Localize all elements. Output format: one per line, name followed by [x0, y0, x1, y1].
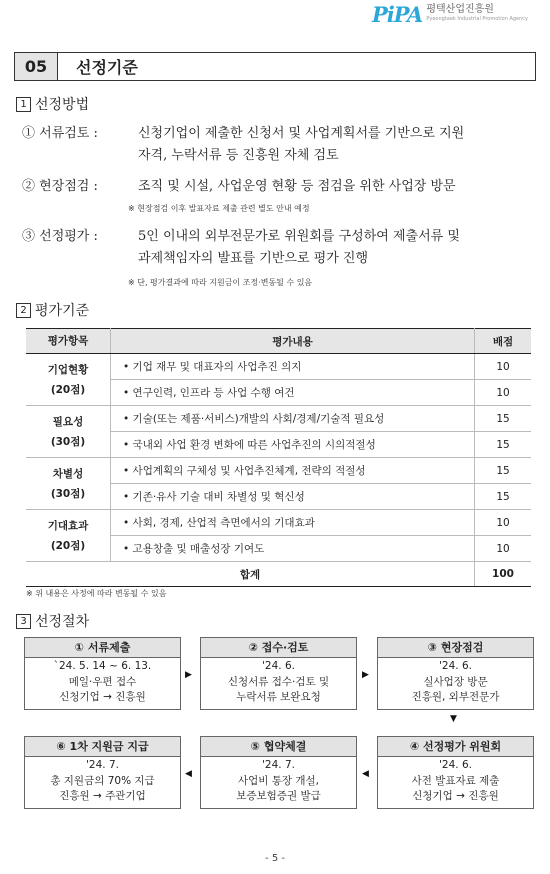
score-cell: 15 [475, 484, 532, 510]
arrow-left-icon: ◀ [362, 769, 369, 779]
step-date: '24. 7. [86, 759, 119, 771]
criteria-heading [16, 300, 89, 320]
step-title: ⑤ 협약체결 [201, 737, 356, 757]
content-cell: • 고용창출 및 매출성장 기여도 [111, 536, 475, 562]
category-cell: 필요성 (30점) [26, 406, 111, 458]
arrow-right-icon: ▶ [362, 670, 369, 680]
table-row [26, 354, 531, 380]
logo [372, 4, 528, 26]
section-title: 선정기준 [76, 58, 138, 77]
score-cell: 15 [475, 406, 532, 432]
step-desc-line: 신청서류 접수·검토 및 [227, 676, 330, 688]
table-row [26, 458, 531, 484]
category-cell: 차별성 (30점) [26, 458, 111, 510]
step-title: ④ 선정평가 위원회 [378, 737, 533, 757]
logo-name: 평택산업진흥원 [426, 4, 494, 15]
step-site-inspection [377, 637, 534, 710]
method-item-line: 과제책임자의 발표를 기반으로 평가 진행 [138, 251, 369, 266]
section-number: 05 [15, 53, 58, 80]
table-header-row [26, 329, 531, 354]
step-receipt-review [200, 637, 357, 710]
category-cell: 기대효과 (20점) [26, 510, 111, 562]
arrow-right-icon: ▶ [185, 670, 192, 680]
method-item-line: 조직 및 시설, 사업운영 현황 등 점검을 위한 사업장 방문 [138, 179, 456, 194]
step-title: ② 접수·검토 [201, 638, 356, 658]
category-cell: 기업현황 (20점) [26, 354, 111, 406]
page-number: - 5 - [265, 853, 285, 864]
step-title: ① 서류제출 [25, 638, 180, 658]
step-desc-line: 진흥원 → 주관기업 [59, 790, 146, 802]
total-row [26, 562, 531, 587]
step-desc-line: 사전 발표자료 제출 [411, 775, 500, 787]
procedure-title: 선정절차 [35, 614, 90, 630]
method-heading [16, 94, 89, 114]
header-content: 평가내용 [111, 329, 475, 354]
method-title: 선정방법 [35, 97, 90, 113]
arrow-down-icon: ▼ [450, 714, 457, 724]
content-cell: • 국내외 사업 환경 변화에 따른 사업추진의 시의적절성 [111, 432, 475, 458]
step-desc-line: 메일·우편 접수 [68, 676, 137, 688]
table-row [26, 406, 531, 432]
method-item-label: ② 현장점검 : [22, 179, 98, 194]
step-desc-line: 총 지원금의 70% 지급 [50, 775, 155, 787]
score-cell: 15 [475, 458, 532, 484]
content-cell: • 기술(또는 제품·서비스)개발의 사회/경제/기술적 필요성 [111, 406, 475, 432]
arrow-left-icon: ◀ [185, 769, 192, 779]
criteria-box-number: 2 [16, 303, 31, 318]
table-row [26, 510, 531, 536]
procedure-box-number: 3 [16, 614, 31, 629]
header-score: 배점 [475, 329, 532, 354]
score-cell: 10 [475, 354, 532, 380]
step-desc-line: 누락서류 보완요청 [236, 691, 321, 703]
method-item-label: ③ 선정평가 : [22, 229, 98, 244]
step-date: '24. 6. [439, 759, 472, 771]
evaluation-table [26, 328, 531, 587]
step-agreement [200, 736, 357, 809]
logo-subtitle: Pyeongtaek Industrial Promotion Agency [426, 16, 528, 22]
method-item-line: 자격, 누락서류 등 진흥원 자체 검토 [138, 148, 339, 163]
step-date: '24. 7. [262, 759, 295, 771]
score-cell: 10 [475, 380, 532, 406]
content-cell: • 사회, 경제, 산업적 측면에서의 기대효과 [111, 510, 475, 536]
step-date: '24. 6. [439, 660, 472, 672]
step-desc-line: 신청기업 → 진흥원 [59, 691, 146, 703]
step-desc-line: 보증보험증권 발급 [236, 790, 321, 802]
step-desc-line: 신청기업 → 진흥원 [412, 790, 499, 802]
step-desc-line: 사업비 통장 개설, [237, 775, 319, 787]
content-cell: • 연구인력, 인프라 등 사업 수행 여건 [111, 380, 475, 406]
method-item-label: ① 서류검토 : [22, 126, 98, 141]
header-category: 평가항목 [26, 329, 111, 354]
step-desc-line: 진흥원, 외부전문가 [411, 691, 500, 703]
logo-mark: PiPA [372, 2, 423, 27]
method-note-2: ※ 단, 평가결과에 따라 지원금이 조정·변동될 수 있음 [128, 278, 313, 287]
content-cell: • 기존·유사 기술 대비 차별성 및 혁신성 [111, 484, 475, 510]
content-cell: • 사업계획의 구체성 및 사업추진체계, 전략의 적절성 [111, 458, 475, 484]
score-cell: 10 [475, 510, 532, 536]
criteria-title: 평가기준 [35, 303, 90, 319]
step-first-payment [24, 736, 181, 809]
step-title: ③ 현장점검 [378, 638, 533, 658]
section-heading [14, 52, 536, 81]
method-box-number: 1 [16, 97, 31, 112]
method-item-line: 5인 이내의 외부전문가로 위원회를 구성하여 제출서류 및 [138, 229, 460, 244]
step-selection-committee [377, 736, 534, 809]
total-label: 합계 [26, 562, 475, 587]
step-title: ⑥ 1차 지원금 지급 [25, 737, 180, 757]
step-date: '24. 6. [262, 660, 295, 672]
criteria-note: ※ 위 내용은 사정에 따라 변동될 수 있음 [26, 589, 167, 598]
step-desc-line: 실사업장 방문 [423, 676, 488, 688]
step-document-submission [24, 637, 181, 710]
score-cell: 10 [475, 536, 532, 562]
content-cell: • 기업 재무 및 대표자의 사업추진 의지 [111, 354, 475, 380]
step-date: `24. 5. 14 ~ 6. 13. [53, 660, 152, 672]
method-item-line: 신청기업이 제출한 신청서 및 사업계획서를 기반으로 지원 [138, 126, 465, 141]
score-cell: 15 [475, 432, 532, 458]
method-note-1: ※ 현장점검 이후 발표자료 제출 관련 별도 안내 예정 [128, 204, 310, 213]
total-value: 100 [475, 562, 532, 587]
procedure-heading [16, 611, 89, 631]
